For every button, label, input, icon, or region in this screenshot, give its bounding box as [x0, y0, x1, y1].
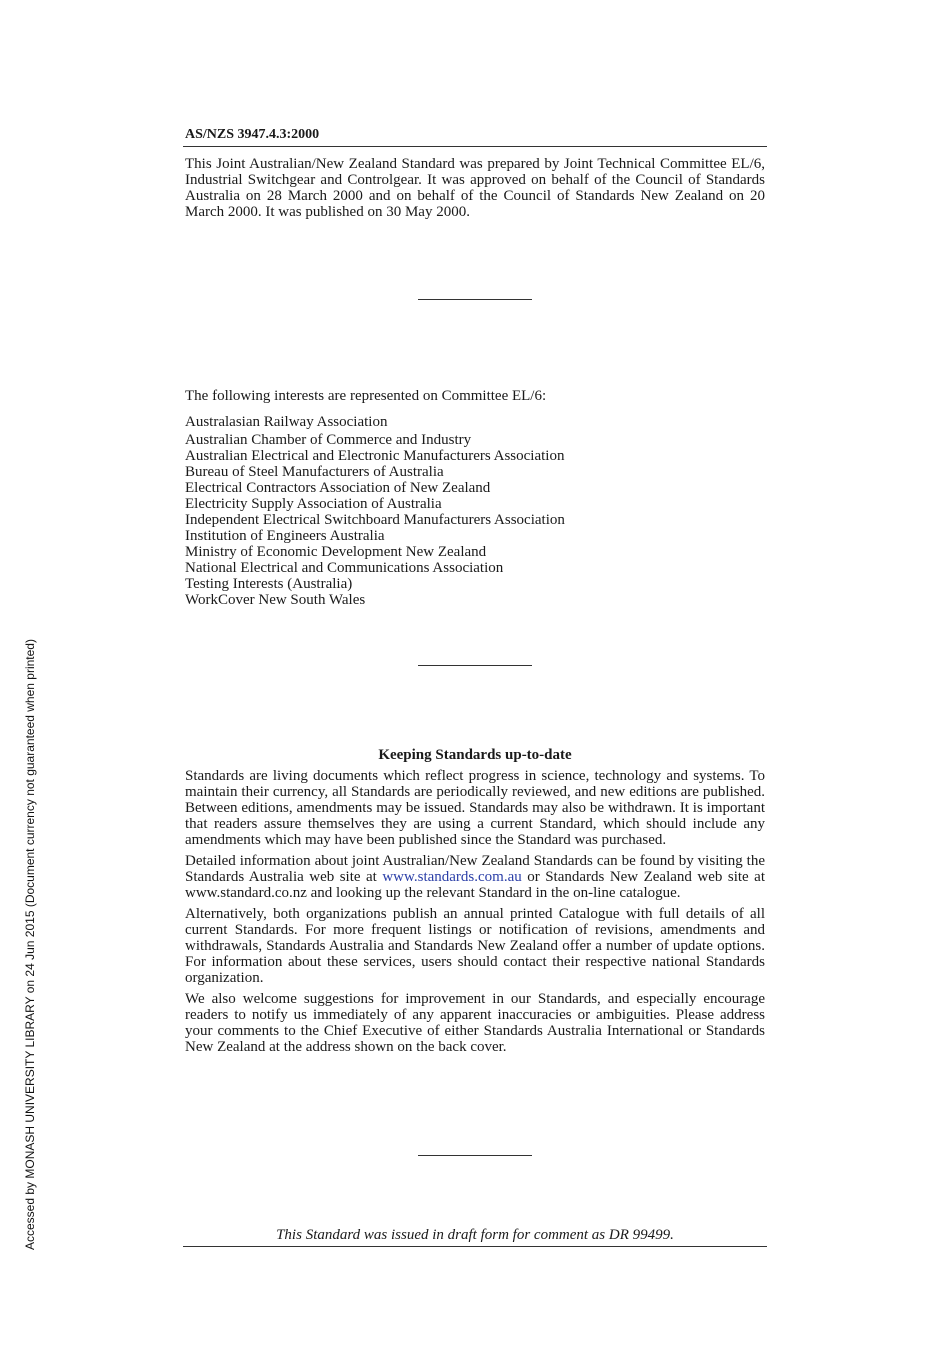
keeping-paragraph: We also welcome suggestions for improvement in our Standards, and especially encourage readers to notify us immediately of any apparent inaccuracies or ambiguities. Please address your comments to the Chief Executive of either Standards Australia International or Standards New Zealand at the address shown on the back cover. [185, 991, 765, 1055]
committee-member: Australasian Railway Association [185, 414, 388, 430]
standards-australia-link[interactable]: www.standards.com.au [382, 869, 522, 885]
header-rule [183, 146, 767, 147]
keeping-standards-heading: Keeping Standards up-to-date [378, 747, 572, 763]
keeping-paragraph: Alternatively, both organizations publish an annual printed Catalogue with full details of all current Standards. For more frequent listings or notification of revisions, amendments and withdrawals, Standards Australia and Standards New Zealand offer a number of update options. For information about these services, users should contact their respective national Standards organization. [185, 906, 765, 986]
keeping-paragraph [185, 853, 765, 901]
committee-member: Australian Electrical and Electronic Manufacturers Association [185, 448, 565, 464]
approval-paragraph: This Joint Australian/New Zealand Standard was prepared by Joint Technical Committee EL/6, Industrial Switchgear and Controlgear. It was approved on behalf of the Council of Standards Australia on 28 March 2000 and on behalf of the Council of Standards New Zealand on 20 March 2000. It was published on 30 May 2000. [185, 156, 765, 220]
keeping-standards-body [185, 768, 765, 1060]
committee-member: Bureau of Steel Manufacturers of Australia [185, 464, 444, 480]
keeping-paragraph-text: or Standards New Zealand web site at www.standard.co.nz and looking up the relevant Standard in the on-line catalogue. [185, 869, 765, 901]
committee-member: Testing Interests (Australia) [185, 576, 353, 592]
committee-member: Electricity Supply Association of Australia [185, 496, 442, 512]
committee-member: Australian Chamber of Commerce and Industry [185, 432, 472, 448]
section-divider [418, 1155, 532, 1156]
section-divider [418, 299, 532, 300]
committee-member-list [185, 414, 565, 608]
keeping-paragraph: Standards are living documents which reflect progress in science, technology and systems. To maintain their currency, all Standards are periodically reviewed, and new editions are published. Between editions, amendments may be issued. Standards may also be withdrawn. It is important that readers assure themselves they are using a current Standard, which should include any amendments which may have been published since the Standard was purchased. [185, 768, 765, 848]
committee-member: Independent Electrical Switchboard Manufacturers Association [185, 512, 565, 528]
section-divider [418, 665, 532, 666]
draft-note: This Standard was issued in draft form for comment as DR 99499. [276, 1227, 674, 1243]
committee-intro: The following interests are represented on Committee EL/6: [185, 388, 547, 404]
committee-member: Ministry of Economic Development New Zealand [185, 544, 487, 560]
committee-member: National Electrical and Communications Association [185, 560, 504, 576]
access-stamp: Accessed by MONASH UNIVERSITY LIBRARY on 24 Jun 2015 (Document currency not guaranteed when printed) [23, 639, 37, 1250]
keeping-paragraph-text: Detailed information about joint Australian/New Zealand Standards can be found by visiting the Standards Australia web site at [185, 853, 765, 885]
committee-member: Electrical Contractors Association of New Zealand [185, 480, 491, 496]
committee-member: Institution of Engineers Australia [185, 528, 385, 544]
document-id: AS/NZS 3947.4.3:2000 [185, 127, 320, 142]
committee-member: WorkCover New South Wales [185, 592, 366, 608]
footer-rule [183, 1246, 767, 1247]
